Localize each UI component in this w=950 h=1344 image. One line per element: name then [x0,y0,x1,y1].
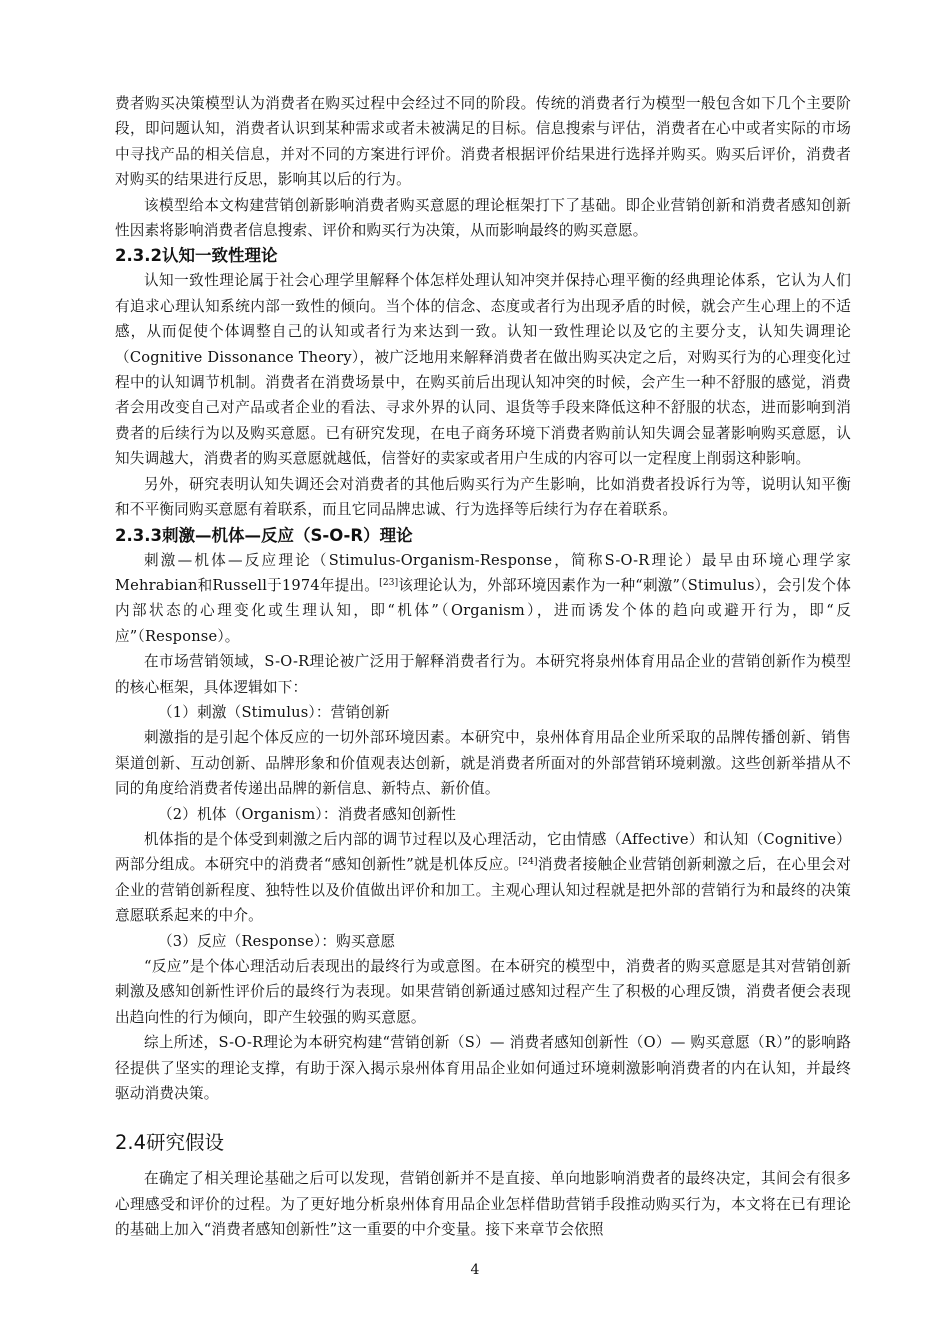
paragraph-response: “反应”是个体心理活动后表现出的最终行为或意图。在本研究的模型中，消费者的购买意愿是其对营销创新刺激及感知创新性评价后的最终行为表现。如果营销创新通过感知过程产生了积极的心理反馈，消费者便会表现出趋向性的行为倾向，即产生较强的购买意愿。 [115,958,851,1026]
organism-text-b: 消费者接触企业营销创新刺激之后，在心里会对企业的营销创新程度、独特性以及价值做出评价和加工。主观心理认知过程就是把外部的营销行为和最终的决策意愿联系起来的中介。 [115,856,851,925]
organism-text-a: 机体指的是个体受到刺激之后内部的调节过程以及心理活动，它由情感（Affective）和认知（Cognitive）两部分组成。本研究中的消费者“感知创新性”就是机体反应。 [115,830,851,874]
subheading-organism: （2）机体（Organism）：消费者感知创新性 [158,805,457,823]
paragraph-dissonance-effects: 另外，研究表明认知失调还会对消费者的其他后购买行为产生影响，比如消费者投诉行为等，说明认知平衡和不平衡同购买意愿有着联系，而且它同品牌忠诚、行为选择等后续行为存在着联系。 [115,475,851,519]
paragraph-model-basis: 该模型给本文构建营销创新影响消费者购买意愿的理论框架打下了基础。即企业营销创新和消费者感知创新性因素将影响消费者信息搜索、评价和购买行为决策，从而影响最终的购买意愿。 [115,196,851,240]
citation-24: [24] [518,857,538,868]
paragraph-organism [115,827,851,929]
paragraph-sor-intro [115,548,851,650]
paragraph-sor-marketing: 在市场营销领域，S-O-R理论被广泛用于解释消费者行为。本研究将泉州体育用品企业的营销创新作为模型的核心框架，具体逻辑如下： [115,653,851,696]
sor-intro-text-b: 该理论认为，外部环境因素作为一种“刺激”（Stimulus），会引发个体内部状态的心理变化或生理认知，即“机体”（Organism），进而诱发个体的趋向或避开行为，即“反应”（Response）。 [115,576,851,645]
page-body [115,91,851,1243]
sor-intro-text-a: 刺激—机体—反应理论（Stimulus-Organism-Response，简称S-O-R理论）最早由环境心理学家Mehrabian和Russell于1974年提出。 [115,551,851,594]
subheading-response: （3）反应（Response）：购买意愿 [158,932,396,950]
heading-research-hypotheses: 2.4研究假设 [115,1131,225,1155]
paragraph-sor-summary: 综上所述，S-O-R理论为本研究构建“营销创新（S）— 消费者感知创新性（O）— 购买意愿（R）”的影响路径提供了坚实的理论支撑，有助于深入揭示泉州体育用品企业如何通过环境刺激影响消费者的内在认知，并最终驱动消费决策。 [115,1034,851,1103]
paragraph-hypotheses-intro: 在确定了相关理论基础之后可以发现，营销创新并不是直接、单向地影响消费者的最终决定，其间会有很多心理感受和评价的过程。为了更好地分析泉州体育用品企业怎样借助营销手段推动购买行为，本文将在已有理论的基础上加入“消费者感知创新性”这一重要的中介变量。接下来章节会依照 [115,1170,851,1239]
paragraph-stimulus: 刺激指的是引起个体反应的一切外部环境因素。本研究中，泉州体育用品企业所采取的品牌传播创新、销售渠道创新、互动创新、品牌形象和价值观表达创新，就是消费者所面对的外部营销环境刺激。这些创新举措从不同的角度给消费者传递出品牌的新信息、新特点、新价值。 [115,729,851,798]
heading-sor-theory: 2.3.3刺激—机体—反应（S-O-R）理论 [115,525,413,545]
paragraph-cognitive-consistency: 认知一致性理论属于社会心理学里解释个体怎样处理认知冲突并保持心理平衡的经典理论体系，它认为人们有追求心理认知系统内部一致性的倾向。当个体的信念、态度或者行为出现矛盾的时候，就会产生心理上的不适感，从而促使个体调整自己的认知或者行为来达到一致。认知一致性理论以及它的主要分支，认知失调理论（Cognitive Dissonance Theory），被广泛地用来解释消费者在做出购买决定之后，对购买行为的心理变化过程中的认知调节机制。消费者在消费场景中，在购买前后出现认知冲突的时候，会产生一种不舒服的感觉，消费者会用改变自己对产品或者企业的看法、寻求外界的认同、退货等手段来降低这种不舒服的状态，进而影响到消费者的后续行为以及购买意愿。已有研究发现，在电子商务环境下消费者购前认知失调会显著影响购买意愿，认知失调越大，消费者的购买意愿就越低，信誉好的卖家或者用户生成的内容可以一定程度上削弱这种影响。 [115,272,851,468]
page-number: 4 [470,1262,480,1278]
subheading-stimulus: （1）刺激（Stimulus）：营销创新 [158,703,390,721]
citation-23: [23] [379,577,399,588]
paragraph-consumer-decision-model: 费者购买决策模型认为消费者在购买过程中会经过不同的阶段。传统的消费者行为模型一般包含如下几个主要阶段，即问题认知，消费者认识到某种需求或者未被满足的目标。信息搜索与评估，消费者在心中或者实际的市场中寻找产品的相关信息，并对不同的方案进行评价。消费者根据评价结果进行选择并购买。购买后评价，消费者对购买的结果进行反思，影响其以后的行为。 [115,95,851,189]
heading-cognitive-consistency: 2.3.2认知一致性理论 [115,246,278,266]
